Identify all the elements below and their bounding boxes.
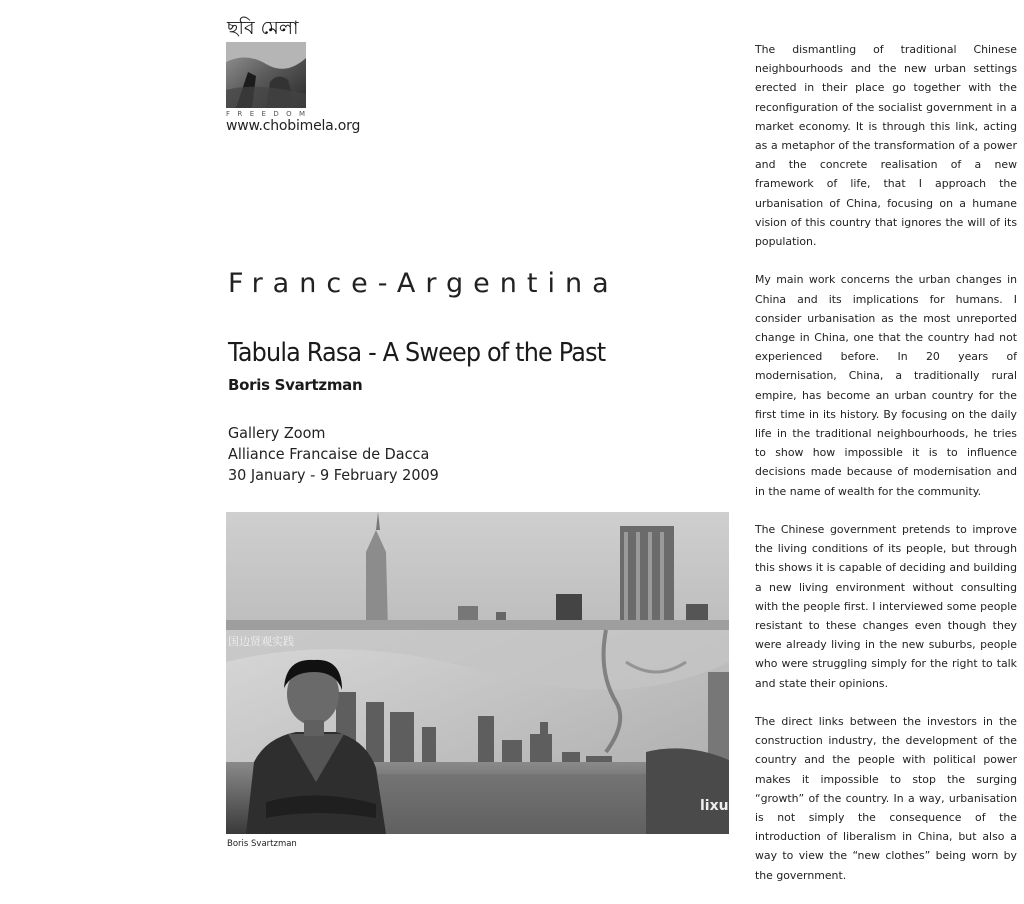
statement-paragraph: The direct links between the investors in the construction industry, the development of the country and the people with political power makes it impossible to stop the surging “growth” of the country. In a way, urbanisation is not simply the consequence of the introduction of liberalism in China, but also a way to view the “new clothes” being worn by the government. <box>755 715 1017 882</box>
statement-paragraph: The dismantling of traditional Chinese neighbourhoods and the new urban settings erected in their place go together with the reconfiguration of the socialist government in a market economy. It is through this link, acting as a metaphor of the transformation of a power and the concrete realisation of a new framework of life, that I approach the urbanisation of China, focusing on a humane vision of this country that ignores the will of its population. <box>755 43 1017 249</box>
statement-text <box>755 40 1017 904</box>
logo-tagline: FREEDOM <box>226 110 313 118</box>
exhibit-title: Tabula Rasa - A Sweep of the Past <box>228 338 606 368</box>
venue-gallery: Gallery Zoom <box>228 424 326 442</box>
exhibit-country: France-Argentina <box>228 268 619 299</box>
photo-billboard-text: lixu <box>700 798 729 814</box>
venue-dates: 30 January - 9 February 2009 <box>228 466 439 484</box>
exhibit-photograph <box>226 512 729 834</box>
logo-script-text: ছবি মেলা <box>227 17 299 39</box>
logo-photo <box>226 42 306 108</box>
website-link[interactable]: www.chobimela.org <box>226 118 361 134</box>
photo-credit: Boris Svartzman <box>227 839 297 849</box>
statement-paragraph: My main work concerns the urban changes in China and its implications for humans. I consider urbanisation as the most unreported change in China, one that the country had not experienced before. In 20 years of modernisation, China, a traditionally rural empire, has become an urban country for the first time in its history. By focusing on the daily life in the traditional neighbourhoods, he tries to show how impossible it is to influence decisions made because of modernisation and in the name of wealth for the community. <box>755 273 1017 498</box>
photo-illustration <box>226 512 729 834</box>
venue-info <box>228 423 439 486</box>
exhibit-artist: Boris Svartzman <box>228 376 363 394</box>
statement-paragraph: The Chinese government pretends to improve the living conditions of its people, but through this shows it is capable of deciding and building a new living environment without consulting with the people first. I interviewed some people resistant to these changes even though they were already living in the new suburbs, people who were struggling simply for the right to talk and state their opinions. <box>755 523 1017 690</box>
logo-script <box>226 12 308 40</box>
venue-organization: Alliance Francaise de Dacca <box>228 445 430 463</box>
photo-sign-text: 国边贤观实践 <box>228 635 294 648</box>
